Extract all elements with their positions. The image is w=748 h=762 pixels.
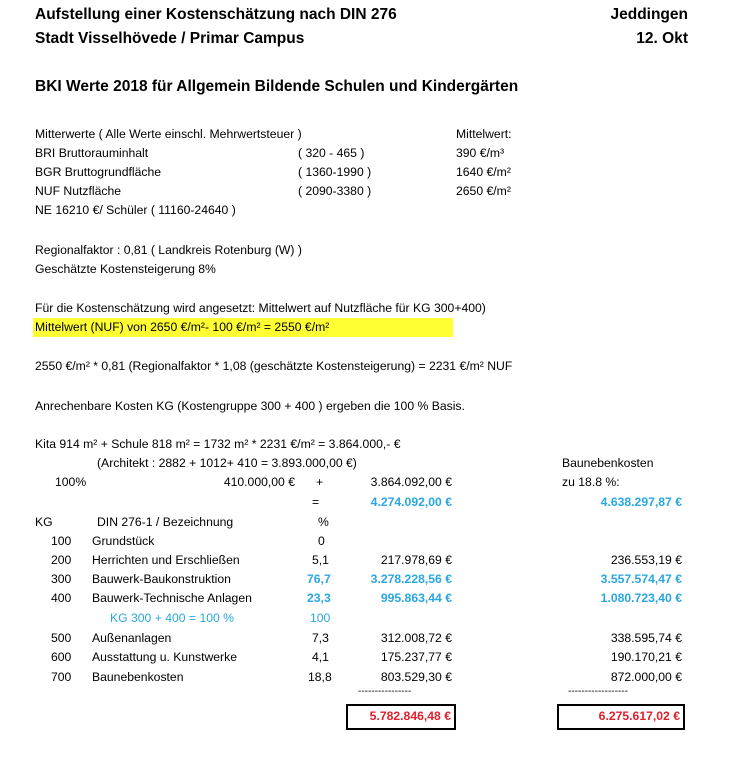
row-bez: Ausstattung u. Kunstwerke bbox=[92, 650, 237, 664]
bgr-label: BGR Bruttogrundfläche bbox=[35, 165, 162, 179]
separator-cost: ---------------- bbox=[358, 686, 412, 697]
row-bez: Bauwerk-Baukonstruktion bbox=[92, 572, 231, 586]
row-bnk: 190.170,21 € bbox=[610, 650, 682, 664]
base-amount: 3.864.092,00 € bbox=[370, 475, 452, 489]
subtitle: BKI Werte 2018 für Allgemein Bildende Schulen und Kindergärten bbox=[35, 78, 519, 95]
bri-range: ( 320 - 465 ) bbox=[298, 146, 365, 160]
row-kg: 400 bbox=[51, 591, 72, 605]
row-cost: 995.863,44 € bbox=[380, 591, 452, 605]
row-cost: 217.978,69 € bbox=[380, 553, 452, 567]
anrechenbar-line: Anrechenbare Kosten KG (Kostengruppe 300 + 400 ) ergeben die 100 % Basis. bbox=[35, 399, 465, 413]
row-pct: 76,7 bbox=[307, 572, 331, 586]
row-pct: 4,1 bbox=[312, 650, 329, 664]
plus-sign: + bbox=[316, 475, 324, 489]
row-pct: 0 bbox=[318, 534, 325, 548]
row-bnk: 872.000,00 € bbox=[610, 670, 682, 684]
bri-value: 390 €/m³ bbox=[456, 146, 505, 160]
row-bez: KG 300 + 400 = 100 % bbox=[110, 611, 234, 625]
row-cost: 175.237,77 € bbox=[380, 650, 452, 664]
sum-cost: 5.782.846,48 € bbox=[369, 709, 451, 723]
bgr-value: 1640 €/m² bbox=[456, 165, 511, 179]
architekt-amount: 410.000,00 € bbox=[223, 475, 295, 489]
row-bnk: 3.557.574,47 € bbox=[600, 572, 682, 586]
ne-line: NE 16210 €/ Schüler ( 11160-24640 ) bbox=[35, 203, 236, 217]
total-amount: 4.274.092,00 € bbox=[370, 495, 452, 509]
row-bez: Außenanlagen bbox=[92, 631, 172, 645]
sum-bnk-box bbox=[557, 704, 685, 730]
row-bnk: 1.080.723,40 € bbox=[600, 591, 682, 605]
row-pct: 7,3 bbox=[312, 631, 329, 645]
row-pct: 18,8 bbox=[308, 670, 332, 684]
row-bnk: 236.553,19 € bbox=[610, 553, 682, 567]
bri-label: BRI Bruttorauminhalt bbox=[35, 146, 149, 160]
zu-label: zu 18.8 %: bbox=[562, 475, 620, 489]
sum-bnk: 6.275.617,02 € bbox=[598, 709, 680, 723]
col-bez-header: DIN 276-1 / Bezeichnung bbox=[97, 515, 234, 529]
row-cost: 3.278.228,56 € bbox=[370, 572, 452, 586]
nuf-value: 2650 €/m² bbox=[456, 184, 511, 198]
berechnung-line: 2550 €/m² * 0,81 (Regionalfaktor * 1,08 (geschätzte Kostensteigerung) = 2231 €/m² NUF bbox=[35, 359, 513, 373]
row-bez: Baunebenkosten bbox=[92, 670, 184, 684]
architekt-line: (Architekt : 2882 + 1012+ 410 = 3.893.000,00 €) bbox=[97, 456, 357, 470]
nuf-label: NUF Nutzfläche bbox=[35, 184, 122, 198]
document-title: Aufstellung einer Kostenschätzung nach DIN 276 bbox=[35, 6, 397, 23]
row-kg: 600 bbox=[51, 650, 72, 664]
mitterwerte-heading: Mitterwerte ( Alle Werte einschl. Mehrwertsteuer ) bbox=[35, 127, 302, 141]
row-kg: 300 bbox=[51, 572, 72, 586]
row-bnk: 338.595,74 € bbox=[610, 631, 682, 645]
row-pct: 100 bbox=[310, 611, 331, 625]
nuf-range: ( 2090-3380 ) bbox=[298, 184, 372, 198]
date: 12. Okt bbox=[636, 30, 688, 47]
row-cost: 312.008,72 € bbox=[380, 631, 452, 645]
row-kg: 700 bbox=[51, 670, 72, 684]
equals-sign: = bbox=[312, 495, 320, 509]
row-kg: 200 bbox=[51, 553, 72, 567]
location: Jeddingen bbox=[610, 6, 688, 23]
separator-bnk: ------------------ bbox=[568, 686, 628, 697]
project-name: Stadt Visselhövede / Primar Campus bbox=[35, 30, 305, 47]
col-pct-header: % bbox=[318, 515, 329, 529]
kita-line: Kita 914 m² + Schule 818 m² = 1732 m² * 2231 €/m² = 3.864.000,- € bbox=[35, 437, 401, 451]
pct-100: 100% bbox=[55, 475, 87, 489]
mittelwert-heading: Mittelwert: bbox=[456, 127, 512, 141]
kostensteigerung: Geschätzte Kostensteigerung 8% bbox=[35, 262, 216, 276]
row-pct: 23,3 bbox=[307, 591, 331, 605]
row-bez: Grundstück bbox=[92, 534, 155, 548]
row-bez: Herrichten und Erschließen bbox=[92, 553, 240, 567]
row-kg: 500 bbox=[51, 631, 72, 645]
row-kg: 100 bbox=[51, 534, 72, 548]
ansatz-line: Für die Kostenschätzung wird angesetzt: Mittelwert auf Nutzfläche für KG 300+400) bbox=[35, 301, 486, 315]
bgr-range: ( 1360-1990 ) bbox=[298, 165, 372, 179]
baunebenkosten-label: Baunebenkosten bbox=[562, 456, 654, 470]
col-kg-header: KG bbox=[35, 515, 53, 529]
regionalfaktor: Regionalfaktor : 0,81 ( Landkreis Rotenburg (W) ) bbox=[35, 243, 302, 257]
sum-cost-box bbox=[346, 704, 456, 730]
row-cost: 803.529,30 € bbox=[380, 670, 452, 684]
row-bez: Bauwerk-Technische Anlagen bbox=[92, 591, 252, 605]
ansatz-mittelwert: Mittelwert (NUF) von 2650 €/m²- 100 €/m² = 2550 €/m² bbox=[35, 320, 330, 334]
row-pct: 5,1 bbox=[312, 553, 329, 567]
total-bnk-amount: 4.638.297,87 € bbox=[600, 495, 682, 509]
